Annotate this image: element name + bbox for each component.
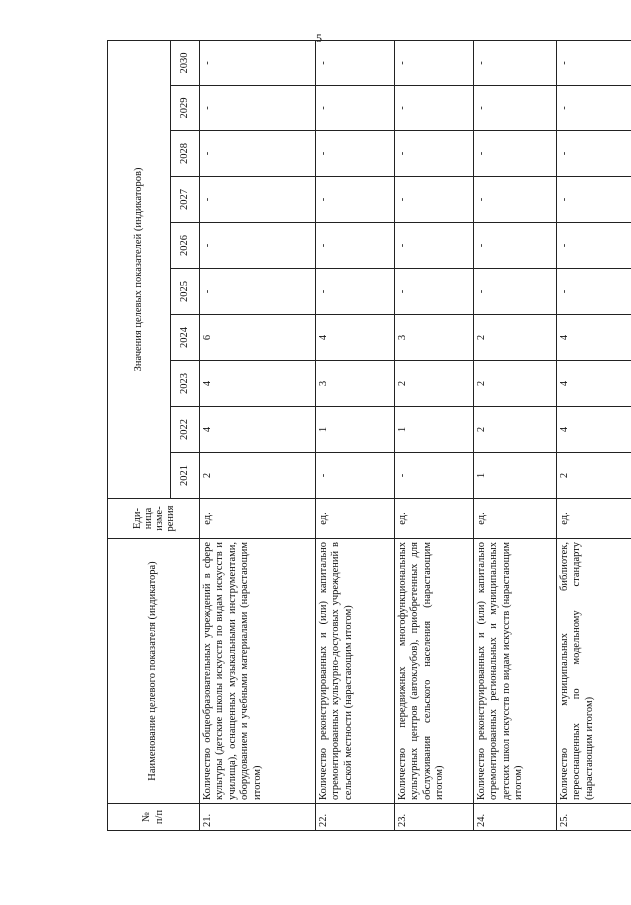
table-container [107, 41, 631, 831]
row-value: - [474, 223, 557, 269]
row-value: - [200, 86, 316, 131]
header-year: 2021 [171, 453, 200, 499]
row-value: - [557, 269, 631, 315]
row-value: - [395, 40, 474, 85]
row-num: 23. [395, 804, 474, 831]
header-year: 2025 [171, 269, 200, 315]
header-values-group: Значения целевых показателей (индикаторов) [108, 40, 171, 498]
row-value: - [557, 40, 631, 85]
row-num: 25. [557, 804, 631, 831]
row-unit: ед. [474, 499, 557, 539]
row-value: - [316, 453, 395, 499]
row-value: - [395, 86, 474, 131]
rotated-table-wrapper [107, 41, 631, 831]
row-value: 4 [200, 407, 316, 453]
row-value: - [316, 86, 395, 131]
row-value: 2 [200, 453, 316, 499]
header-num: № п/п [108, 804, 200, 831]
row-value: - [316, 40, 395, 85]
header-year: 2030 [171, 40, 200, 85]
row-value: 2 [474, 407, 557, 453]
header-unit-line: Еди- [131, 508, 143, 529]
row-value: - [200, 269, 316, 315]
header-unit-line: ница [142, 507, 154, 530]
row-value: 4 [557, 407, 631, 453]
row-name: Количество передвижных многофункциональных культурных центров (автоклубов), приобретенных для обслуживания сельского населения (нарастающим итогом) [395, 539, 474, 804]
header-year: 2029 [171, 86, 200, 131]
header-name: Наименование целевого показателя (индикатора) [108, 539, 200, 804]
row-name: Количество реконструированных и (или) капитально отремонтированных культурно-досуговых учреждений в сельской местности (нарастающим итогом) [316, 539, 395, 804]
header-year: 2028 [171, 131, 200, 177]
row-value: 1 [474, 453, 557, 499]
row-value: 4 [557, 315, 631, 361]
row-unit: ед. [557, 499, 631, 539]
row-value: 4 [200, 361, 316, 407]
row-value: 2 [557, 453, 631, 499]
row-unit: ед. [316, 499, 395, 539]
row-value: - [200, 40, 316, 85]
row-value: - [316, 177, 395, 223]
header-unit-line: изме- [153, 506, 165, 531]
row-value: 2 [395, 361, 474, 407]
header-unit [108, 499, 200, 539]
row-value: - [474, 177, 557, 223]
row-value: 3 [316, 361, 395, 407]
row-value: 1 [395, 407, 474, 453]
row-value: 3 [395, 315, 474, 361]
row-value: - [474, 86, 557, 131]
row-name: Количество реконструированных и (или) капитально отремонтированных региональных и муниципальных детских школ искусств по видам искусств (нарастающим итогом) [474, 539, 557, 804]
row-value: 1 [316, 407, 395, 453]
row-num: 22. [316, 804, 395, 831]
table-row [395, 40, 474, 830]
header-year: 2023 [171, 361, 200, 407]
header-unit-line: рения [164, 505, 176, 532]
row-value: - [316, 223, 395, 269]
row-value: - [200, 131, 316, 177]
table-row [474, 40, 557, 830]
indicator-table [107, 40, 631, 831]
row-value: - [474, 269, 557, 315]
row-value: - [200, 223, 316, 269]
row-value: - [316, 269, 395, 315]
header-year: 2027 [171, 177, 200, 223]
row-value: - [395, 453, 474, 499]
row-value: 4 [557, 361, 631, 407]
row-value: 4 [316, 315, 395, 361]
table-row [316, 40, 395, 830]
row-value: - [474, 40, 557, 85]
row-value: - [395, 269, 474, 315]
row-num: 21. [200, 804, 316, 831]
row-value: - [200, 177, 316, 223]
table-row [557, 40, 631, 830]
row-name: Количество общеобразовательных учреждений в сфере культуры (детские школы искусств по видам искусств и училища), оснащенных музыкальными инструментами, оборудованием и учебными материалами (нарастающим итогом) [200, 539, 316, 804]
row-name: Количество муниципальных библиотек, переоснащенных по модельному стандарту (нарастающим итогом) [557, 539, 631, 804]
row-value: - [316, 131, 395, 177]
row-value: - [557, 131, 631, 177]
row-value: 6 [200, 315, 316, 361]
row-value: - [395, 177, 474, 223]
row-value: - [557, 177, 631, 223]
row-value: 2 [474, 315, 557, 361]
header-year: 2022 [171, 407, 200, 453]
page-number: 5 [316, 31, 322, 45]
row-unit: ед. [200, 499, 316, 539]
row-value: - [557, 223, 631, 269]
row-value: - [395, 131, 474, 177]
header-year: 2024 [171, 315, 200, 361]
table-row [200, 40, 316, 830]
header-year: 2026 [171, 223, 200, 269]
row-value: - [474, 131, 557, 177]
row-value: 2 [474, 361, 557, 407]
row-unit: ед. [395, 499, 474, 539]
row-num: 24. [474, 804, 557, 831]
row-value: - [557, 86, 631, 131]
row-value: - [395, 223, 474, 269]
